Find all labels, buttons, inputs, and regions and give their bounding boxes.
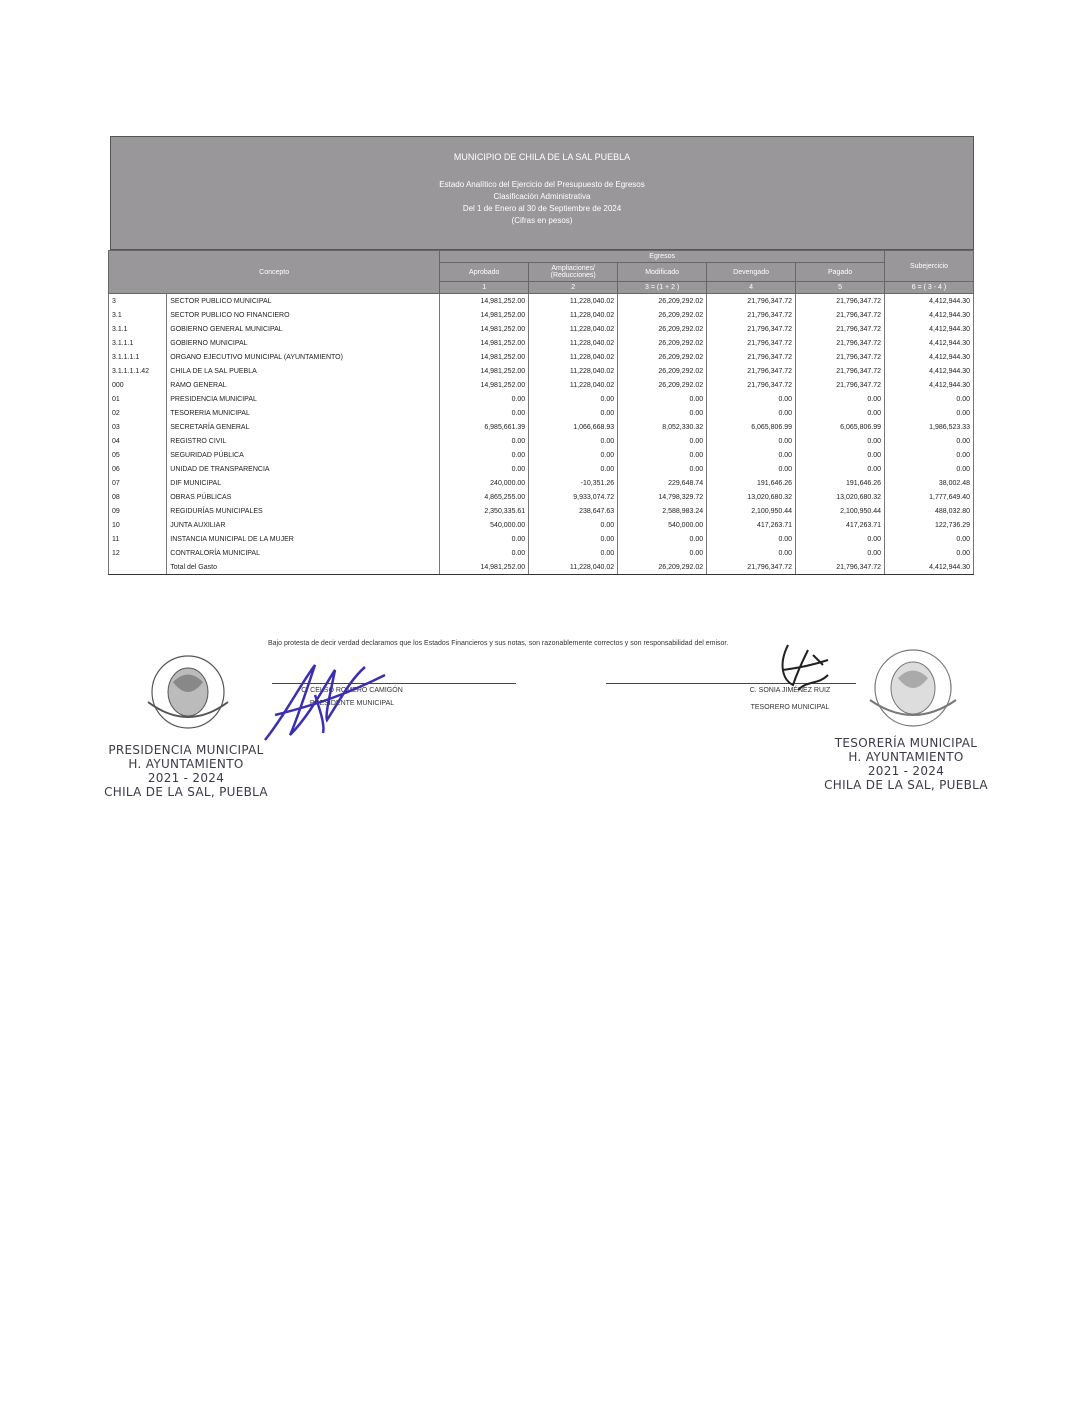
row-label: SEGURIDAD PÚBLICA: [167, 448, 440, 462]
row-value: 0.00: [440, 546, 529, 560]
table-row: [109, 350, 974, 364]
row-value: 4,412,944.30: [885, 308, 974, 322]
row-value: 14,981,252.00: [440, 350, 529, 364]
row-value: 21,796,347.72: [796, 308, 885, 322]
row-value: 21,796,347.72: [707, 350, 796, 364]
row-value: 0.00: [796, 406, 885, 420]
row-value: 2,100,950.44: [796, 504, 885, 518]
row-label: REGISTRO CIVIL: [167, 434, 440, 448]
row-value: 26,209,292.02: [618, 294, 707, 309]
col-pagado: Pagado: [796, 263, 885, 282]
row-value: 21,796,347.72: [707, 322, 796, 336]
table-row: [109, 336, 974, 350]
row-value: 26,209,292.02: [618, 322, 707, 336]
right-seal-emblem: [848, 628, 978, 738]
row-value: 0.00: [707, 392, 796, 406]
row-value: 0.00: [618, 434, 707, 448]
row-value: 4,412,944.30: [885, 350, 974, 364]
row-value: 0.00: [529, 532, 618, 546]
left-stamp-line1: PRESIDENCIA MUNICIPAL: [108, 743, 264, 757]
row-value: 0.00: [529, 434, 618, 448]
row-code: 3.1.1.1.1: [109, 350, 167, 364]
row-value: 9,933,074.72: [529, 490, 618, 504]
row-value: 1,777,649.40: [885, 490, 974, 504]
left-stamp-line3: 2021 - 2024: [147, 771, 225, 785]
row-value: 26,209,292.02: [618, 378, 707, 392]
row-code: 3.1.1.1.1.42: [109, 364, 167, 378]
row-value: 21,796,347.72: [707, 294, 796, 309]
budget-table: [108, 250, 974, 575]
row-value: 14,981,252.00: [440, 378, 529, 392]
row-value: 0.00: [440, 434, 529, 448]
row-value: 13,020,680.32: [796, 490, 885, 504]
row-code: 09: [109, 504, 167, 518]
row-value: 0.00: [618, 406, 707, 420]
row-value: -10,351.26: [529, 476, 618, 490]
row-label: ORGANO EJECUTIVO MUNICIPAL (AYUNTAMIENTO): [167, 350, 440, 364]
row-value: 0.00: [618, 462, 707, 476]
table-row: [109, 308, 974, 322]
row-label: INSTANCIA MUNICIPAL DE LA MUJER: [167, 532, 440, 546]
row-value: 11,228,040.02: [529, 336, 618, 350]
row-code: 07: [109, 476, 167, 490]
row-value: 21,796,347.72: [707, 336, 796, 350]
row-code: 000: [109, 378, 167, 392]
row-value: 0.00: [885, 434, 974, 448]
table-row: [109, 364, 974, 378]
row-value: 21,796,347.72: [707, 364, 796, 378]
left-signer-role: PRESIDENTE MUNICIPAL: [309, 700, 395, 707]
col-num-6: 6 = ( 3 - 4 ): [885, 282, 974, 294]
left-stamp-line2: H. AYUNTAMIENTO: [128, 757, 244, 771]
total-value: 21,796,347.72: [796, 560, 885, 575]
row-code: 03: [109, 420, 167, 434]
row-value: 540,000.00: [440, 518, 529, 532]
report-period: Del 1 de Enero al 30 de Septiembre de 2024: [462, 204, 622, 213]
row-value: 14,981,252.00: [440, 336, 529, 350]
table-row: [109, 476, 974, 490]
row-value: 21,796,347.72: [796, 336, 885, 350]
row-value: 1,986,523.33: [885, 420, 974, 434]
report-subtitle: Estado Analítico del Ejercicio del Presupuesto de Egresos: [439, 180, 645, 189]
row-value: 0.00: [707, 406, 796, 420]
row-value: 14,981,252.00: [440, 322, 529, 336]
right-stamp-line1: TESORERÍA MUNICIPAL: [834, 736, 978, 750]
row-value: 4,412,944.30: [885, 294, 974, 309]
table-row: [109, 532, 974, 546]
report-units: (Cifras en pesos): [511, 216, 573, 225]
row-value: 4,412,944.30: [885, 322, 974, 336]
col-egresos: Egresos: [440, 251, 885, 263]
col-num-1: 1: [440, 282, 529, 294]
row-value: 0.00: [529, 392, 618, 406]
row-label: JUNTA AUXILIAR: [167, 518, 440, 532]
row-code: 3.1.1: [109, 322, 167, 336]
row-value: 26,209,292.02: [618, 336, 707, 350]
row-value: 540,000.00: [618, 518, 707, 532]
row-label: CHILA DE LA SAL PUEBLA: [167, 364, 440, 378]
table-row: [109, 378, 974, 392]
row-value: 0.00: [618, 392, 707, 406]
row-label: UNIDAD DE TRANSPARENCIA: [167, 462, 440, 476]
row-value: 0.00: [707, 532, 796, 546]
table-row: [109, 392, 974, 406]
left-stamp-line4: CHILA DE LA SAL, PUEBLA: [104, 785, 268, 799]
row-value: 0.00: [885, 392, 974, 406]
table-row: [109, 420, 974, 434]
row-value: 11,228,040.02: [529, 308, 618, 322]
row-value: 0.00: [529, 518, 618, 532]
row-label: CONTRALORÍA MUNICIPAL: [167, 546, 440, 560]
table-row: [109, 434, 974, 448]
row-value: 0.00: [885, 448, 974, 462]
row-label: SECTOR PUBLICO MUNICIPAL: [167, 294, 440, 309]
row-label: GOBIERNO GENERAL MUNICIPAL: [167, 322, 440, 336]
row-code: 06: [109, 462, 167, 476]
row-code: 3: [109, 294, 167, 309]
row-value: 229,648.74: [618, 476, 707, 490]
row-value: 26,209,292.02: [618, 350, 707, 364]
col-modificado: Modificado: [618, 263, 707, 282]
row-value: 21,796,347.72: [707, 308, 796, 322]
row-value: 122,736.29: [885, 518, 974, 532]
row-value: 14,798,329.72: [618, 490, 707, 504]
row-value: 0.00: [440, 406, 529, 420]
right-stamp-line4: CHILA DE LA SAL, PUEBLA: [824, 778, 988, 792]
row-value: 21,796,347.72: [707, 378, 796, 392]
row-code: 08: [109, 490, 167, 504]
row-code: 05: [109, 448, 167, 462]
row-value: 0.00: [707, 546, 796, 560]
row-value: 4,412,944.30: [885, 364, 974, 378]
row-code: 02: [109, 406, 167, 420]
right-stamp-line3: 2021 - 2024: [867, 764, 945, 778]
row-value: 6,985,661.39: [440, 420, 529, 434]
report-header: [110, 136, 974, 250]
row-value: 0.00: [796, 448, 885, 462]
col-num-3: 3 = (1 + 2 ): [618, 282, 707, 294]
row-label: RAMO GENERAL: [167, 378, 440, 392]
col-num-2: 2: [529, 282, 618, 294]
total-code: [109, 560, 167, 575]
row-value: 240,000.00: [440, 476, 529, 490]
row-value: 0.00: [440, 392, 529, 406]
total-value: 26,209,292.02: [618, 560, 707, 575]
row-value: 0.00: [885, 546, 974, 560]
col-subejercicio: Subejercicio: [885, 251, 974, 282]
row-code: 3.1: [109, 308, 167, 322]
row-label: SECTOR PUBLICO NO FINANCIERO: [167, 308, 440, 322]
row-code: 11: [109, 532, 167, 546]
row-value: 488,032.80: [885, 504, 974, 518]
row-value: 417,263.71: [796, 518, 885, 532]
row-value: 6,065,806.99: [707, 420, 796, 434]
row-value: 4,865,255.00: [440, 490, 529, 504]
row-label: SECRETARÍA GENERAL: [167, 420, 440, 434]
row-value: 11,228,040.02: [529, 294, 618, 309]
row-label: REGIDURÍAS MUNICIPALES: [167, 504, 440, 518]
col-aprobado: Aprobado: [440, 263, 529, 282]
row-value: 0.00: [796, 462, 885, 476]
row-value: 0.00: [885, 532, 974, 546]
row-value: 38,002.48: [885, 476, 974, 490]
row-code: 12: [109, 546, 167, 560]
row-value: 11,228,040.02: [529, 350, 618, 364]
row-value: 14,981,252.00: [440, 364, 529, 378]
total-value: 14,981,252.00: [440, 560, 529, 575]
row-value: 0.00: [707, 462, 796, 476]
row-value: 0.00: [796, 392, 885, 406]
row-value: 2,100,950.44: [707, 504, 796, 518]
row-label: DIF MUNICIPAL: [167, 476, 440, 490]
row-value: 21,796,347.72: [796, 364, 885, 378]
row-code: 04: [109, 434, 167, 448]
declaration-text: Bajo protesta de decir verdad declaramos que los Estados Financieros y sus notas, son razonablemente correctos y son responsabilidad del emisor.: [268, 640, 729, 647]
row-value: 4,412,944.30: [885, 378, 974, 392]
table-row: [109, 294, 974, 309]
table-row: [109, 518, 974, 532]
total-value: 21,796,347.72: [707, 560, 796, 575]
row-label: OBRAS PÚBLICAS: [167, 490, 440, 504]
row-value: 0.00: [440, 532, 529, 546]
row-value: 0.00: [707, 434, 796, 448]
col-devengado: Devengado: [707, 263, 796, 282]
row-value: 13,020,680.32: [707, 490, 796, 504]
row-code: 3.1.1.1: [109, 336, 167, 350]
row-value: 14,981,252.00: [440, 308, 529, 322]
row-value: 0.00: [796, 532, 885, 546]
right-signature-scribble: [768, 640, 838, 700]
total-label: Total del Gasto: [167, 560, 440, 575]
row-value: 21,796,347.72: [796, 350, 885, 364]
left-signature-scribble: [255, 655, 395, 750]
row-value: 0.00: [529, 406, 618, 420]
table-row: [109, 462, 974, 476]
table-row: [109, 490, 974, 504]
row-value: 11,228,040.02: [529, 322, 618, 336]
row-value: 0.00: [796, 434, 885, 448]
row-value: 0.00: [885, 406, 974, 420]
row-value: 0.00: [440, 462, 529, 476]
col-num-4: 4: [707, 282, 796, 294]
table-row: [109, 322, 974, 336]
row-value: 21,796,347.72: [796, 294, 885, 309]
row-value: 2,350,335.61: [440, 504, 529, 518]
total-row: [109, 560, 974, 575]
row-label: PRESIDENCIA MUNICIPAL: [167, 392, 440, 406]
right-stamp: [816, 736, 996, 792]
table-row: [109, 546, 974, 560]
row-value: 11,228,040.02: [529, 364, 618, 378]
total-value: 4,412,944.30: [885, 560, 974, 575]
table-row: [109, 448, 974, 462]
row-value: 0.00: [618, 546, 707, 560]
row-value: 2,588,983.24: [618, 504, 707, 518]
row-value: 0.00: [796, 546, 885, 560]
row-value: 11,228,040.02: [529, 378, 618, 392]
row-value: 26,209,292.02: [618, 364, 707, 378]
right-stamp-line2: H. AYUNTAMIENTO: [848, 750, 964, 764]
row-value: 0.00: [529, 546, 618, 560]
row-value: 1,066,668.93: [529, 420, 618, 434]
row-value: 191,646.26: [796, 476, 885, 490]
row-code: 01: [109, 392, 167, 406]
col-num-5: 5: [796, 282, 885, 294]
row-value: 0.00: [618, 448, 707, 462]
row-code: 10: [109, 518, 167, 532]
row-value: 0.00: [618, 532, 707, 546]
col-ampliaciones: Ampliaciones/ (Reducciones): [529, 263, 618, 282]
right-signer-name: C. SONIA JIMÉNEZ RUIZ: [749, 687, 831, 694]
left-stamp: [96, 743, 276, 799]
total-value: 11,228,040.02: [529, 560, 618, 575]
row-value: 26,209,292.02: [618, 308, 707, 322]
row-value: 191,646.26: [707, 476, 796, 490]
row-value: 0.00: [529, 462, 618, 476]
row-value: 238,647.63: [529, 504, 618, 518]
row-value: 0.00: [885, 462, 974, 476]
row-value: 8,052,330.32: [618, 420, 707, 434]
table-row: [109, 504, 974, 518]
left-signer-name: C. CELSO ROMERO CAMIGÓN: [301, 687, 403, 694]
right-signer-role: TESORERO MUNICIPAL: [750, 704, 830, 711]
row-value: 6,065,806.99: [796, 420, 885, 434]
row-label: GOBIERNO MUNICIPAL: [167, 336, 440, 350]
row-value: 0.00: [707, 448, 796, 462]
table-row: [109, 406, 974, 420]
row-value: 417,263.71: [707, 518, 796, 532]
row-value: 21,796,347.72: [796, 322, 885, 336]
row-value: 0.00: [529, 448, 618, 462]
row-value: 0.00: [440, 448, 529, 462]
report-title: MUNICIPIO DE CHILA DE LA SAL PUEBLA: [453, 152, 631, 162]
left-seal-emblem: [128, 632, 248, 742]
report-classification: Clasificación Administrativa: [493, 192, 591, 201]
row-value: 21,796,347.72: [796, 378, 885, 392]
col-concepto: Concepto: [109, 251, 440, 294]
row-label: TESORERIA MUNICIPAL: [167, 406, 440, 420]
row-value: 4,412,944.30: [885, 336, 974, 350]
row-value: 14,981,252.00: [440, 294, 529, 309]
